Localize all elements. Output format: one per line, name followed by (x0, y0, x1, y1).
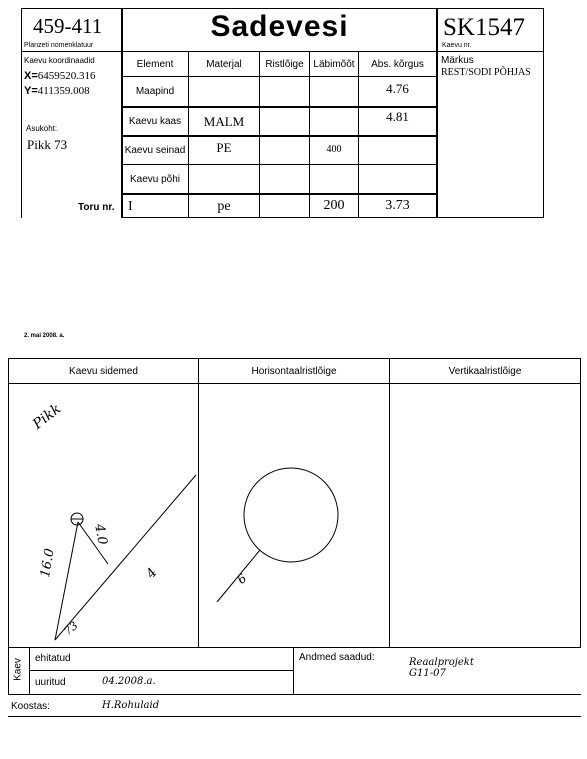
row-element: Kaevu põhi (129, 173, 181, 185)
building-line (55, 475, 196, 640)
pipe-mark: 6 (234, 571, 250, 587)
remarks-value: REST/SODI PÕHJAS (441, 67, 531, 78)
cross-section-circle (244, 468, 338, 562)
address-label: Asukoht: (26, 124, 58, 133)
header-diameter: Läbimõõt (313, 58, 355, 70)
author-value: H.Rohulaid (102, 700, 160, 711)
header-material: Materjal (206, 58, 242, 70)
pipe-material: pe (217, 199, 231, 214)
row-material: PE (216, 140, 232, 155)
header-cross-section: Ristlõige (265, 58, 304, 70)
street-label: Pikk (30, 400, 65, 433)
source-label: Andmed saadud: (299, 652, 375, 663)
x-label: X= (24, 70, 38, 82)
sheet-caption: Planzeti nomenklatuur (24, 42, 94, 49)
well-id: SK1547 (443, 14, 525, 41)
sheet-number: 459-411 (33, 14, 103, 38)
page-title: Sadevesi (210, 10, 349, 43)
x-value: 6459520.316 (37, 70, 96, 82)
address-value: Pikk 73 (27, 137, 68, 152)
pipe-label: Toru nr. (78, 202, 115, 213)
section-horizontal: Horisontaalristlõige (251, 366, 337, 377)
date-note: 2. mai 2008. a. (24, 333, 65, 339)
row-diameter: 400 (326, 143, 342, 155)
header-element: Element (136, 58, 174, 70)
coordinates-label: Kaevu koordinaadid (24, 56, 95, 65)
pipe-number: I (128, 199, 133, 214)
remarks-label: Märkus (441, 55, 474, 66)
building-number: 4 (143, 565, 161, 582)
row-height: 4.81 (386, 109, 409, 124)
built-label: ehitatud (35, 653, 71, 664)
surveyed-value: 04.2008.a. (102, 676, 156, 687)
row-element: Kaevu seinad (124, 145, 186, 156)
well-caption: Kaevu nr. (442, 42, 472, 49)
pipe-diameter: 200 (323, 198, 345, 213)
header-height: Abs. kõrgus (371, 58, 424, 70)
pipe-height: 3.73 (385, 198, 410, 213)
row-material: MALM (203, 113, 245, 129)
distance-b-label: 4.0 (91, 523, 110, 546)
side-label: Kaev (12, 658, 24, 681)
section-connections: Kaevu sidemed (69, 366, 138, 377)
row-height: 4.76 (386, 81, 409, 96)
corner-number: 73 (61, 619, 81, 638)
row-element: Maapind (135, 86, 175, 97)
y-label: Y= (24, 85, 38, 97)
row-element: Kaevu kaas (128, 116, 182, 127)
surveyed-label: uuritud (35, 677, 66, 688)
author-label: Koostas: (11, 701, 50, 712)
source-value: Reaalprojekt (409, 657, 474, 668)
source-code: G11-07 (409, 668, 446, 679)
distance-a-label: 16.0 (38, 547, 58, 579)
y-value: 411359.008 (37, 85, 90, 97)
section-vertical: Vertikaalristlõige (448, 366, 522, 377)
